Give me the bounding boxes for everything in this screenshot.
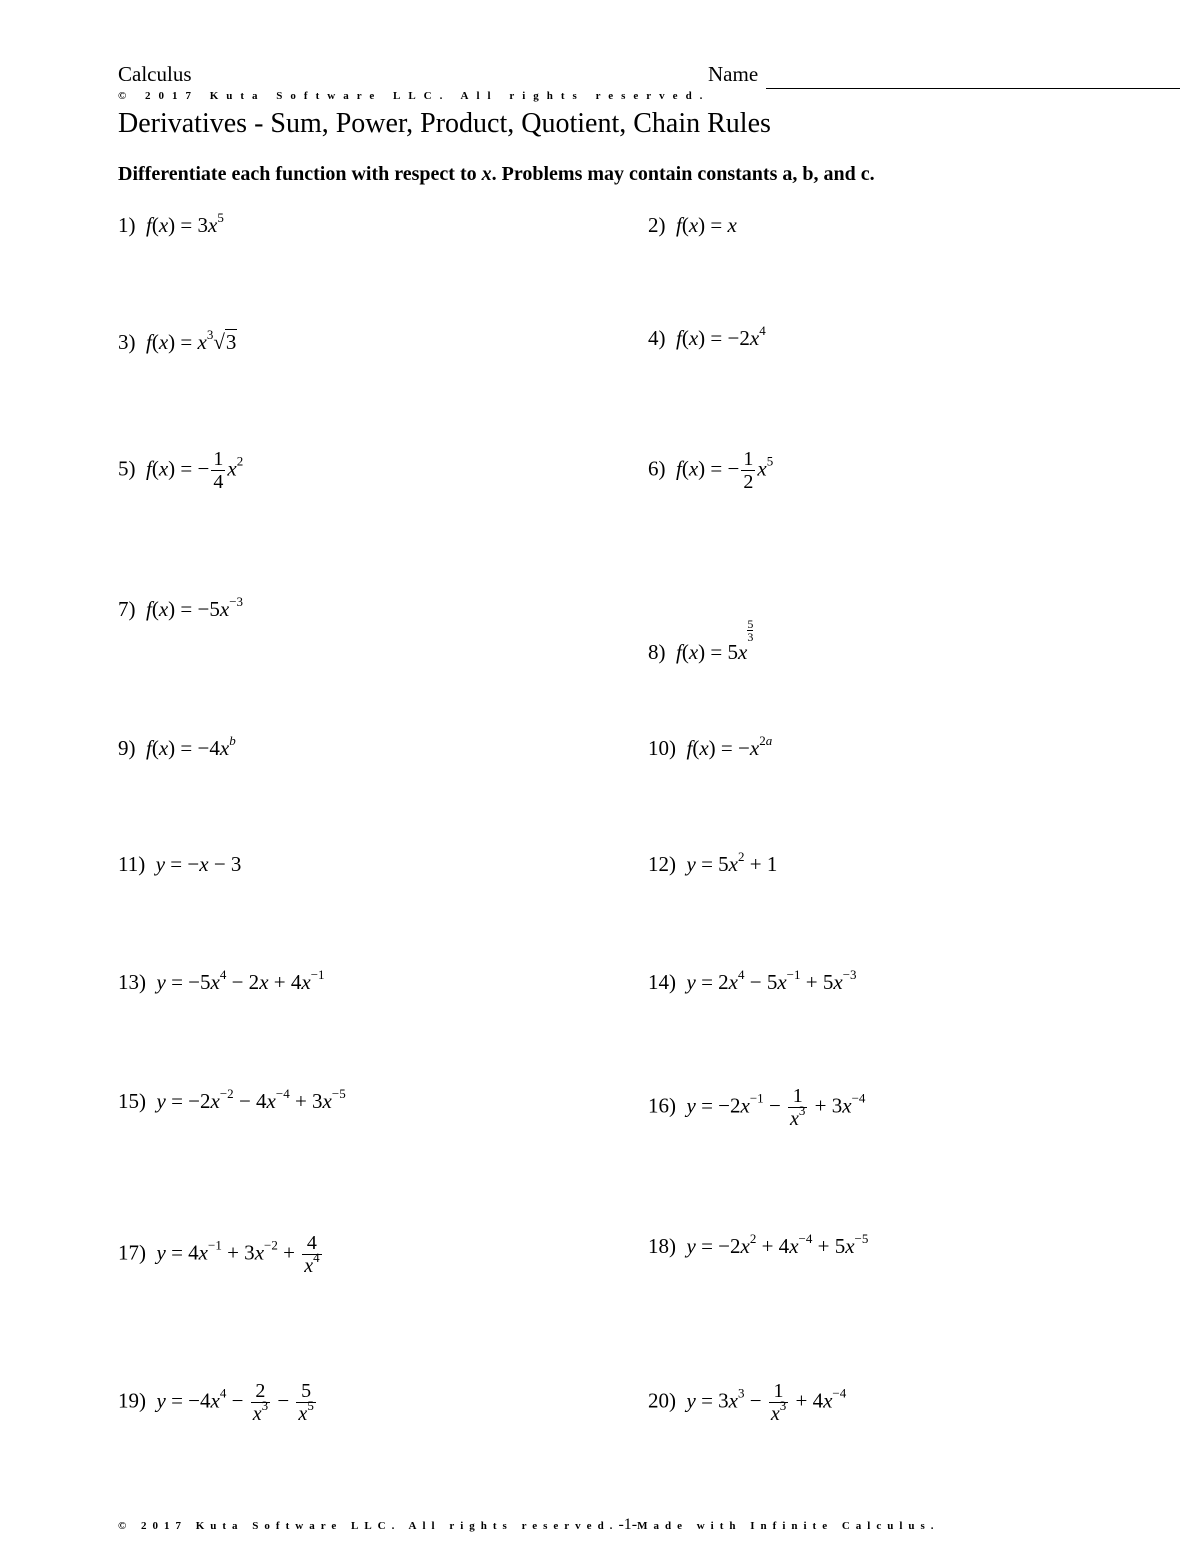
problem-number: 17) bbox=[118, 1240, 146, 1265]
problem-number: 12) bbox=[648, 852, 676, 876]
problem-7: 7) $f(x) = -5x^{-3}$ bbox=[118, 594, 244, 621]
problem-number: 3) bbox=[118, 330, 136, 354]
instructions-part1: Differentiate each function with respect to bbox=[118, 163, 482, 185]
problem-10: 10) $f(x) = -x^{2a}$ bbox=[648, 733, 773, 760]
problem-number: 19) bbox=[118, 1388, 146, 1413]
problem-number: 20) bbox=[648, 1388, 676, 1413]
problem-number: 7) bbox=[118, 597, 136, 621]
sqrt-symbol: √3 bbox=[213, 330, 237, 354]
problem-8: 8) f(x) = 5x $\frac{5}{3}$ bbox=[648, 617, 754, 664]
problem-number: 10) bbox=[648, 736, 676, 760]
problem-3: 3) $f(x) = x^3√3$ bbox=[118, 327, 237, 354]
problem-18: 18) $y = -2x^2 + 4x^{-4} + 5x^{-5}$ bbox=[648, 1231, 869, 1258]
problem-number: 8) bbox=[648, 640, 666, 664]
worksheet-title: Derivatives - Sum, Power, Product, Quotient, Chain Rules bbox=[118, 108, 771, 139]
page-number: -1- bbox=[618, 1516, 638, 1533]
instructions bbox=[118, 163, 875, 186]
problem-number: 18) bbox=[648, 1234, 676, 1258]
name-field-line[interactable] bbox=[766, 88, 1180, 89]
problem-number: 2) bbox=[648, 213, 666, 237]
problem-12: 12) $y = 5x^2 + 1$ bbox=[648, 849, 778, 876]
problem-5: 5) f(x) = − $\frac{1}{4}$ $x^2$ bbox=[118, 448, 244, 493]
problem-number: 16) bbox=[648, 1093, 676, 1118]
problem-19: 19) $y = -4x^4$ − $\frac{2}{x^3}$ − $\frac{5}{x^5}$ bbox=[118, 1380, 314, 1425]
course-name: Calculus bbox=[118, 62, 192, 86]
problem-4: 4) $f(x) = -2x^4$ bbox=[648, 323, 766, 350]
problem-number: 6) bbox=[648, 456, 666, 481]
problem-number: 1) bbox=[118, 213, 136, 237]
problem-number: 15) bbox=[118, 1089, 146, 1113]
problem-16: 16) $y = -2x^{-1}$ − $\frac{1}{x^3}$ + $3x^{-4}$ bbox=[648, 1085, 866, 1130]
problem-20: 20) $y = 3x^3$ − $\frac{1}{x^3}$ + $4x^{-4}$ bbox=[648, 1380, 847, 1425]
problem-15: 15) $y = -2x^{-2} - 4x^{-4} + 3x^{-5}$ bbox=[118, 1086, 346, 1113]
problem-2: 2) f(x) = x bbox=[648, 213, 737, 237]
problem-1: 1) $f(x) = 3x^5$ bbox=[118, 210, 224, 237]
footer bbox=[118, 1516, 940, 1534]
copyright-top: © 2017 Kuta Software LLC. All rights reserved. bbox=[118, 90, 711, 102]
problem-13: 13) $y = -5x^4 - 2x + 4x^{-1}$ bbox=[118, 967, 325, 994]
footer-copyright: © 2017 Kuta Software LLC. All rights reserved. bbox=[118, 1520, 619, 1532]
problem-17: 17) $y = 4x^{-1} + 3x^{-2}$ + $\frac{4}{x^4}$ bbox=[118, 1232, 320, 1277]
problem-6: 6) f(x) = − $\frac{1}{2}$ $x^5$ bbox=[648, 448, 774, 493]
instructions-part2: . Problems may contain constants a, b, and c. bbox=[491, 163, 875, 185]
problem-number: 5) bbox=[118, 456, 136, 481]
problem-number: 9) bbox=[118, 736, 136, 760]
problem-number: 4) bbox=[648, 326, 666, 350]
problem-number: 11) bbox=[118, 852, 146, 876]
problem-9: 9) $f(x) = -4x^b$ bbox=[118, 733, 236, 760]
problem-11: 11) y = −x − 3 bbox=[118, 852, 242, 876]
footer-made-with: Made with Infinite Calculus. bbox=[637, 1520, 940, 1532]
problem-14: 14) $y = 2x^4 - 5x^{-1} + 5x^{-3}$ bbox=[648, 967, 857, 994]
problem-number: 13) bbox=[118, 970, 146, 994]
name-label: Name bbox=[708, 62, 759, 86]
problem-number: 14) bbox=[648, 970, 676, 994]
instructions-var: x bbox=[481, 163, 492, 185]
